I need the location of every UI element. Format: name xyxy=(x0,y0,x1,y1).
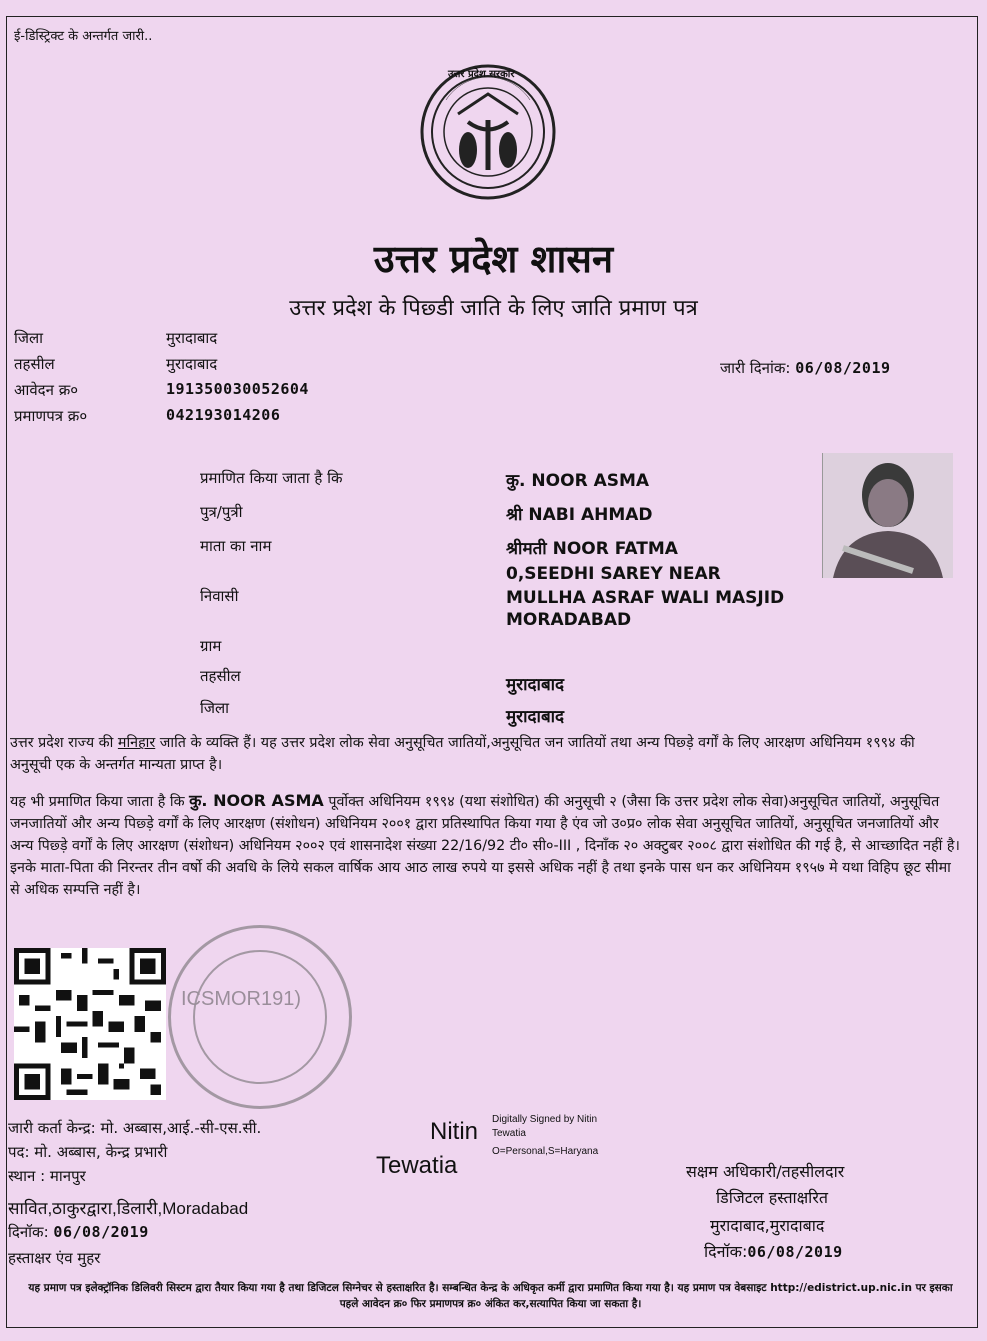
digital-sign-signed-by: Digitally Signed by Nitin xyxy=(492,1114,598,1125)
authority-date-label: दिनॉक: xyxy=(704,1242,748,1261)
issuer-place: स्थान : मानपुर xyxy=(8,1167,86,1185)
meta-district-value: मुरादाबाद xyxy=(166,329,218,347)
para1-suffix: जाति के व्यक्ति हैं। यह उत्तर प्रदेश लोक सेवा अनुसूचित जातियों,अनुसूचित जन जातियों तथा अन्य पिछ्ड़े वर्गों के लिए आरक्षण अधिनियम १९९४ की अनुसूची एक के अन्तर्गत मान्यता प्राप्त है। xyxy=(10,735,915,773)
digital-sign-org: O=Personal,S=Haryana xyxy=(492,1146,599,1157)
para2-prefix: यह भी प्रमाणित किया जाता है कि xyxy=(10,794,190,810)
authority-title: सक्षम अधिकारी/तहसीलदार xyxy=(686,1162,845,1181)
paragraph-certification xyxy=(10,790,960,901)
meta-tehsil-value: मुरादाबाद xyxy=(166,355,218,373)
footer-note: यह प्रमाण पत्र इलेक्ट्रॉनिक डिलिवरी सिस्टम द्वारा तैयार किया गया है तथा डिजिटल सिग्नेचर से हस्ताक्षरित है। सम्बन्धित केन्द्र के अधिकृत कर्मी द्वारा प्रमाणित किया गया है। यह प्रमाण पत्र वेबसाइट http://edistrict.up.nic.in पर इसका पहले आवेदन क्र० फिर प्रमाणपत्र क्र० अंकित कर,सत्यापित किया जा सकता है। xyxy=(28,1282,953,1310)
caste-name: मनिहार xyxy=(117,735,156,751)
meta-certificate-number: 042193014206 xyxy=(166,406,281,424)
meta-tehsil-label: तहसील xyxy=(14,355,55,373)
digital-sign-name-1: Nitin xyxy=(430,1118,479,1145)
issuer-post: पद: मो. अब्बास, केन्द्र प्रभारी xyxy=(8,1143,168,1161)
address-line-1: 0,SEEDHI SAREY NEAR xyxy=(506,564,721,584)
seal-code: ICSMOR191) xyxy=(181,988,302,1010)
top-note: ई-डिस्ट्रिक्ट के अन्तर्गत जारी.. xyxy=(14,29,153,44)
issuer-centre: जारी कर्ता केन्द्र: मो. अब्बास,आई.-सी-एस.सी. xyxy=(8,1119,262,1137)
authority-signed: डिजिटल हस्ताक्षरित xyxy=(716,1188,828,1207)
district-value: मुरादाबाद xyxy=(506,707,565,727)
resident-label: निवासी xyxy=(200,587,239,605)
tehsil-value: मुरादाबाद xyxy=(506,675,565,695)
applicant-photo xyxy=(822,453,953,578)
issuer-address: सावित,ठाकुरद्वारा,डिलारी,Moradabad xyxy=(8,1199,249,1218)
meta-application-label: आवेदन क्र० xyxy=(14,381,79,399)
para1-prefix: उत्तर प्रदेश राज्य की xyxy=(10,735,118,751)
emblem-text: उत्तर प्रदेश सरकार xyxy=(448,69,515,80)
district-label: जिला xyxy=(200,699,230,717)
holder-name: कु. NOOR ASMA xyxy=(506,471,650,491)
issue-date-value: 06/08/2019 xyxy=(795,359,891,377)
qr-code xyxy=(14,948,166,1100)
tehsil-label: तहसील xyxy=(200,667,241,685)
page-subtitle: उत्तर प्रदेश के पिछ्डी जाति के लिए जाति प्रमाण पत्र xyxy=(289,296,698,321)
digital-sign-name-2: Tewatia xyxy=(376,1152,458,1179)
address-line-3: MORADABAD xyxy=(506,610,632,630)
issuer-date-label: दिनॉक: xyxy=(8,1223,49,1241)
meta-certificate-label: प्रमाणपत्र क्र० xyxy=(14,407,88,425)
meta-district-label: जिला xyxy=(14,329,44,347)
para2-suffix: पूर्वोक्त अधिनियम १९९४ (यथा संशोधित) की अनुसूची २ (जैसा कि उत्तर प्रदेश लोक सेवा)अनुसूचित जातियों, अनुसूचित जनजातियों और अन्य पिछ्ड़े वर्गों के लिए आरक्षण (संशोधन) अधिनियम २००१ द्वारा प्रतिस्थापित किया गया है एंव जो उ०प्र० लोक सेवा अनुसूचित जातियों, अनुसूचित जनजातियों और अन्य पिछ्ड़े वर्गों के लिए आरक्षण (संशोधन) अधिनियम २००२ एवं शासनादेश संख्या 22/16/92 टी० सी०-III , दिनाँक २० अक्टुबर २००८ द्वारा संशोधित की गई है, से आच्छादित नहीं है। इनके माता-पिता की निरन्तर तीन वर्षो की अवधि के लिये सकल वार्षिक आय आठ लाख रुपये या इससे अधिक नहीं है तथा इनके पास धन कर अधिनियम १९५७ मे यथा विहिप छूट सीमा से अधिक सम्पत्ति नहीं है। xyxy=(10,794,960,898)
mother-name: श्रीमती NOOR FATMA xyxy=(506,539,678,559)
issuer-signature-label: हस्ताक्षर एंव मुहर xyxy=(8,1249,101,1267)
authority-date-value: 06/08/2019 xyxy=(747,1243,843,1261)
village-label: ग्राम xyxy=(200,637,222,655)
mother-label: माता का नाम xyxy=(200,537,272,555)
official-seal-stamp xyxy=(168,925,352,1109)
father-name: श्री NABI AHMAD xyxy=(506,505,653,525)
digital-sign-signed-by-2: Tewatia xyxy=(492,1128,526,1139)
relation-label: पुत्र/पुत्री xyxy=(200,503,243,521)
para2-holder-name: कु. NOOR ASMA xyxy=(189,791,324,810)
authority-date xyxy=(704,1240,843,1262)
issuer-date-value: 06/08/2019 xyxy=(53,1223,149,1241)
page-title: उत्तर प्रदेश शासन xyxy=(373,237,614,281)
up-government-emblem xyxy=(418,62,558,202)
address-line-2: MULLHA ASRAF WALI MASJID xyxy=(506,588,785,608)
issue-date xyxy=(720,358,891,378)
authority-place: मुरादाबाद,मुरादाबाद xyxy=(710,1216,825,1235)
paragraph-caste xyxy=(10,732,960,776)
meta-application-number: 191350030052604 xyxy=(166,380,309,398)
certified-label: प्रमाणित किया जाता है कि xyxy=(200,469,343,487)
issue-date-label: जारी दिनांक: xyxy=(720,359,791,377)
issuer-date xyxy=(8,1222,149,1242)
